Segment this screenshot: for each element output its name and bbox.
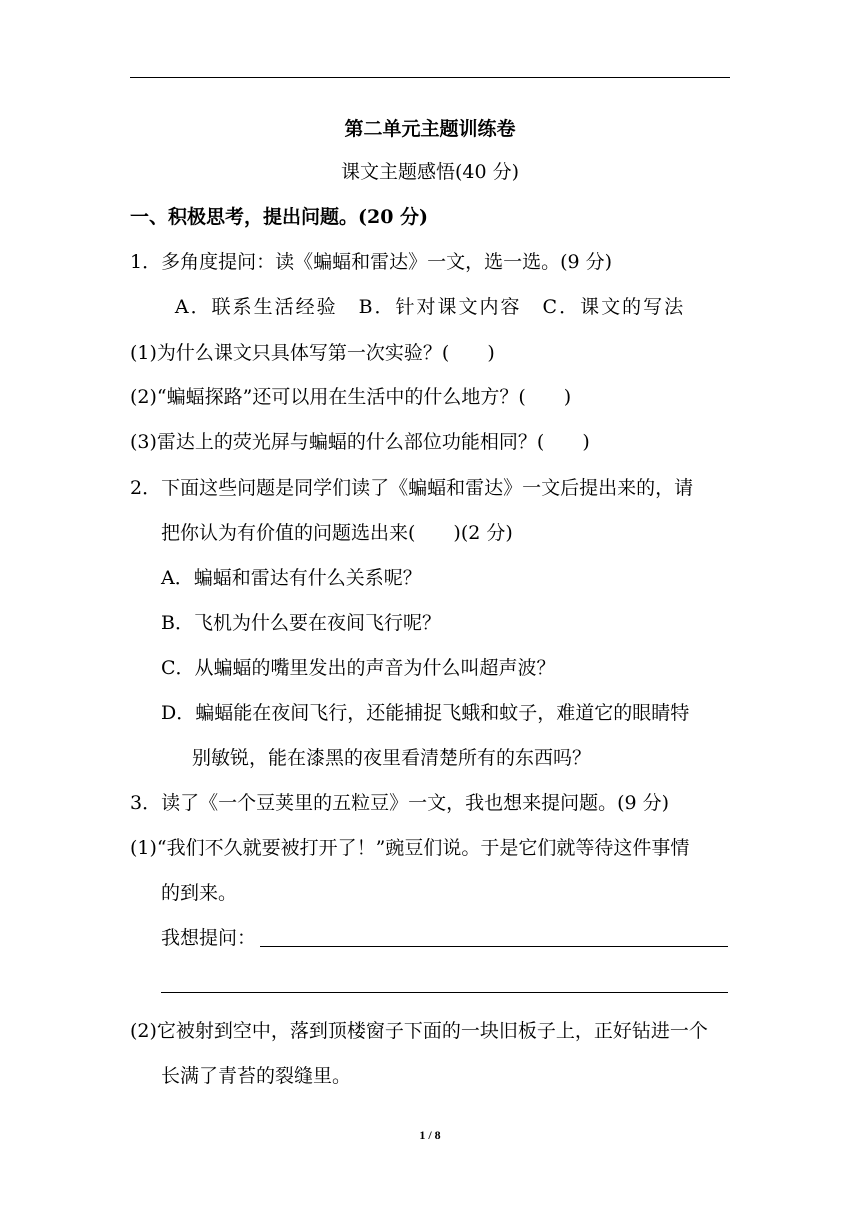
question-3-sub-2-line-1: (2)它被射到空中，落到顶楼窗子下面的一块旧板子上，正好钻进一个 xyxy=(130,1020,708,1042)
question-2-option-d-line-2: 别敏锐，能在漆黑的夜里看清楚所有的东西吗？ xyxy=(192,747,592,769)
page-subtitle: 课文主题感悟(40 分) xyxy=(340,161,520,183)
question-3-answer-label: 我想提问： xyxy=(161,927,257,949)
question-1-sub-2: (2)“蝙蝠探路”还可以用在生活中的什么地方？( ) xyxy=(130,386,572,408)
question-3-sub-1-line-2: 的到来。 xyxy=(161,882,238,904)
question-1-sub-1: (1)为什么课文只具体写第一次实验？( ) xyxy=(130,342,495,364)
question-1-stem: 1．多角度提问：读《蝙蝠和雷达》一文，选一选。(9 分) xyxy=(130,251,613,273)
question-3-stem: 3．读了《一个豆荚里的五粒豆》一文，我也想来提问题。(9 分) xyxy=(130,792,670,814)
page-title: 第二单元主题训练卷 xyxy=(344,118,516,140)
question-2-stem-line-2: 把你认为有价值的问题选出来( )(2 分) xyxy=(161,522,513,544)
question-2-option-c: C．从蝙蝠的嘴里发出的声音为什么叫超声波？ xyxy=(161,657,556,679)
page-number: 1 / 8 xyxy=(419,1128,441,1142)
answer-line-2[interactable] xyxy=(161,992,728,993)
question-3-sub-1-line-1: (1)“我们不久就要被打开了！”豌豆们说。于是它们就等待这件事情 xyxy=(130,837,690,859)
question-1-options: A．联系生活经验 B．针对课文内容 C．课文的写法 xyxy=(174,296,686,318)
section-heading: 一、积极思考，提出问题。(20 分) xyxy=(130,206,429,228)
question-2-option-a: A．蝙蝠和雷达有什么关系呢？ xyxy=(161,567,422,589)
header-rule xyxy=(130,77,730,78)
question-2-stem-line-1: 2．下面这些问题是同学们读了《蝙蝠和雷达》一文后提出来的，请 xyxy=(130,477,694,499)
question-2-option-d-line-1: D．蝙蝠能在夜间飞行，还能捕捉飞蛾和蚊子，难道它的眼睛特 xyxy=(161,702,690,724)
question-2-option-b: B．飞机为什么要在夜间飞行呢？ xyxy=(161,612,441,634)
question-3-sub-2-line-2: 长满了青苔的裂缝里。 xyxy=(161,1065,352,1087)
answer-line-1[interactable] xyxy=(260,946,728,947)
question-1-sub-3: (3)雷达上的荧光屏与蝙蝠的什么部位功能相同？( ) xyxy=(130,431,590,453)
